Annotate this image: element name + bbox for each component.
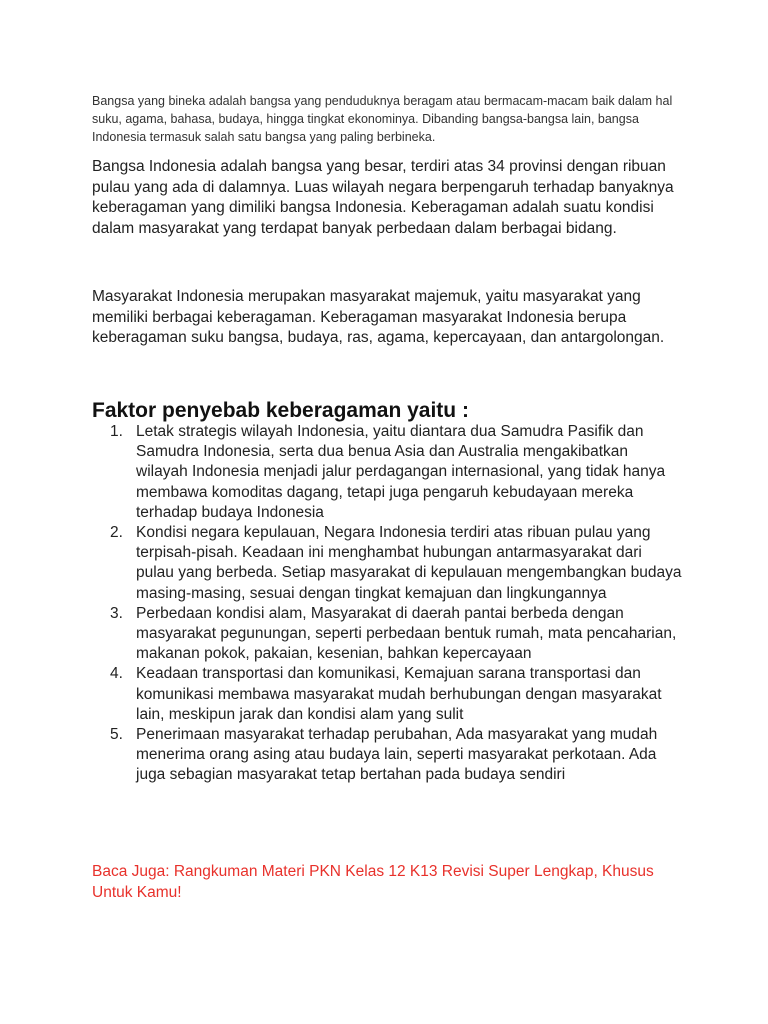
factor-item — [92, 664, 682, 725]
factor-item — [92, 422, 682, 523]
factor-text: Penerimaan masyarakat terhadap perubahan, Ada masyarakat yang mudah menerima orang asing atau budaya lain, seperti masyarakat perkotaan. Ada juga sebagian masyarakat tetap bertahan pada budaya sendiri — [136, 726, 658, 784]
factor-text: Letak strategis wilayah Indonesia, yaitu diantara dua Samudra Pasifik dan Samudra Indonesia, serta dua benua Asia dan Australia mengakibatkan wilayah Indonesia menjadi jalur perdagangan internasional, yang tidak hanya membawa komoditas dagang, tetapi juga pengaruh kebudayaan mereka terhadap budaya Indonesia — [136, 423, 666, 521]
factor-text: Keadaan transportasi dan komunikasi, Kemajuan sarana transportasi dan komunikasi membawa masyarakat mudah berhubungan dengan masyarakat lain, meskipun jarak dan kondisi alam yang sulit — [136, 665, 662, 723]
intro-paragraph: Bangsa yang bineka adalah bangsa yang penduduknya beragam atau bermacam-macam baik dalam hal suku, agama, bahasa, budaya, hingga tingkat ekonominya. Dibanding bangsa-bangsa lain, bangsa Indonesia termasuk salah satu bangsa yang paling berbineka. — [92, 94, 673, 144]
factor-number: 4. — [110, 665, 123, 683]
section-heading: Faktor penyebab keberagaman yaitu : — [92, 399, 469, 422]
factor-number: 3. — [110, 604, 123, 622]
factor-item — [92, 523, 682, 604]
factor-list — [92, 422, 682, 786]
factor-number: 5. — [110, 726, 123, 744]
factor-item — [92, 604, 682, 665]
factor-number: 2. — [110, 524, 123, 542]
factor-text: Kondisi negara kepulauan, Negara Indonesia terdiri atas ribuan pulau yang terpisah-pisah. Keadaan ini menghambat hubungan antarmasyarakat dari pulau yang berbeda. Setiap masyarakat di kepulauan mengembangkan budaya masing-masing, sesuai dengan tingkat kemajuan dan lingkungannya — [136, 524, 682, 602]
factor-text: Perbedaan kondisi alam, Masyarakat di daerah pantai berbeda dengan masyarakat pegunungan, seperti perbedaan bentuk rumah, mata pencaharian, makanan pokok, pakaian, kesenian, bahkan kepercayaan — [136, 604, 677, 663]
read-also-link[interactable]: Baca Juga: Rangkuman Materi PKN Kelas 12 K13 Revisi Super Lengkap, Khusus Untuk Kamu! — [92, 863, 654, 901]
paragraph-provinces: Bangsa Indonesia adalah bangsa yang besar, terdiri atas 34 provinsi dengan ribuan pulau yang ada di dalamnya. Luas wilayah negara berpengaruh terhadap banyaknya keberagaman yang dimiliki bangsa Indonesia. Keberagaman adalah suatu kondisi dalam masyarakat yang terdapat banyak perbedaan dalam berbagai bidang. — [92, 158, 674, 237]
factor-item — [92, 725, 682, 786]
factor-number: 1. — [110, 423, 123, 440]
paragraph-majemuk: Masyarakat Indonesia merupakan masyarakat majemuk, yaitu masyarakat yang memiliki berbagai keberagaman. Keberagaman masyarakat Indonesia berupa keberagaman suku bangsa, budaya, ras, agama, kepercayaan, dan antargolongan. — [92, 288, 665, 346]
